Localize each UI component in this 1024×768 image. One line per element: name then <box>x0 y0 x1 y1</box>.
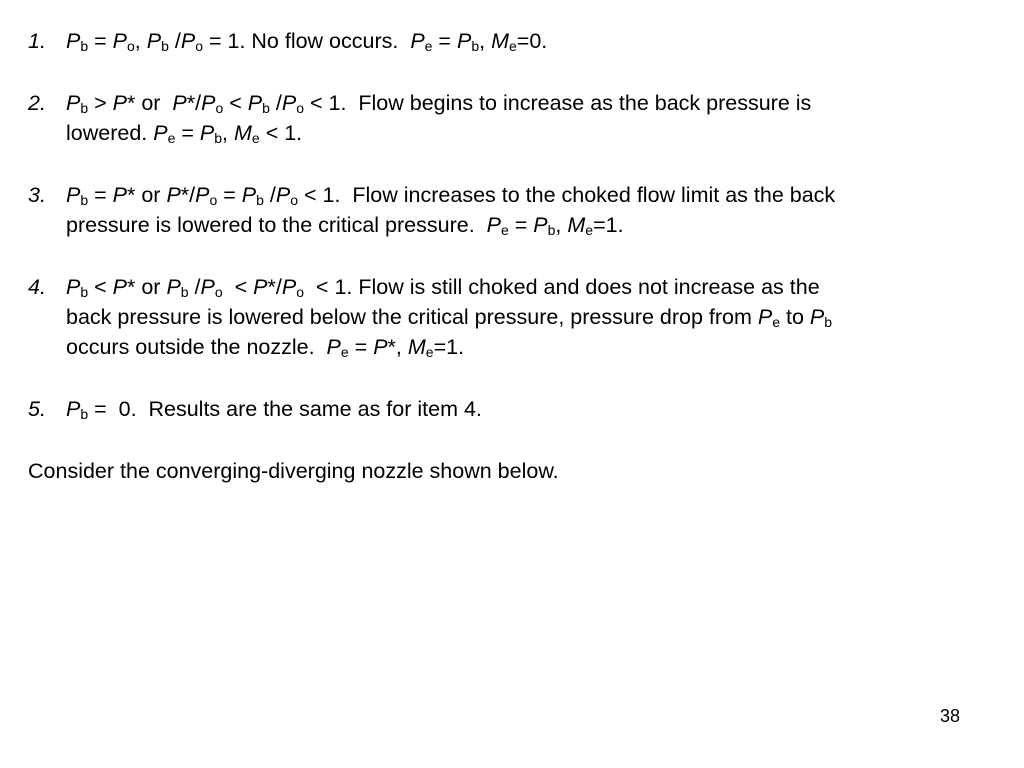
closing-text: Consider the converging-diverging nozzle shown below. <box>28 459 559 483</box>
item-line: $P_b = 0$. Results are the same as for item 4. <box>66 397 482 422</box>
item-number: 1. <box>28 29 46 53</box>
item-line: lowered. $P_e = P_b$, $M_e < 1$. <box>66 121 303 146</box>
item-line: $P_b = P*$ or $P*/P_o = P_b$ $/P_o < 1$. Flow increases to the choked flow limit as the back <box>66 183 836 208</box>
list-item-5 <box>28 394 998 424</box>
page-number: 38 <box>940 706 961 726</box>
item-line: pressure is lowered to the critical pressure. $P_e = P_b$, $M_e=1$. <box>66 213 624 238</box>
conditions-list <box>28 26 998 456</box>
list-item-4 <box>28 272 998 362</box>
item-number: 3. <box>28 183 46 207</box>
item-number: 4. <box>28 275 46 299</box>
item-line: $P_b < P*$ or $P_b$ $/P_o < P*/P_o < 1$. Flow is still choked and does not increase as the <box>66 275 820 300</box>
list-item-2 <box>28 88 998 148</box>
item-number: 2. <box>28 91 46 115</box>
item-line: back pressure is lowered below the critical pressure, pressure drop from $P_e$ to $P_b$ <box>66 305 833 330</box>
item-line: $P_b = P_o$, $P_b$ $/P_o = 1$. No flow occurs. $P_e = P_b$, $M_e=0$. <box>66 29 548 54</box>
list-item-1 <box>28 26 998 56</box>
list-item-3 <box>28 180 998 240</box>
item-number: 5. <box>28 397 46 421</box>
item-line: occurs outside the nozzle. $P_e = P*$, $M_e=1$. <box>66 335 465 360</box>
item-line: $P_b > P*$ or $P*/P_o < P_b$ $/P_o < 1$. Flow begins to increase as the back pressure is <box>66 91 812 116</box>
